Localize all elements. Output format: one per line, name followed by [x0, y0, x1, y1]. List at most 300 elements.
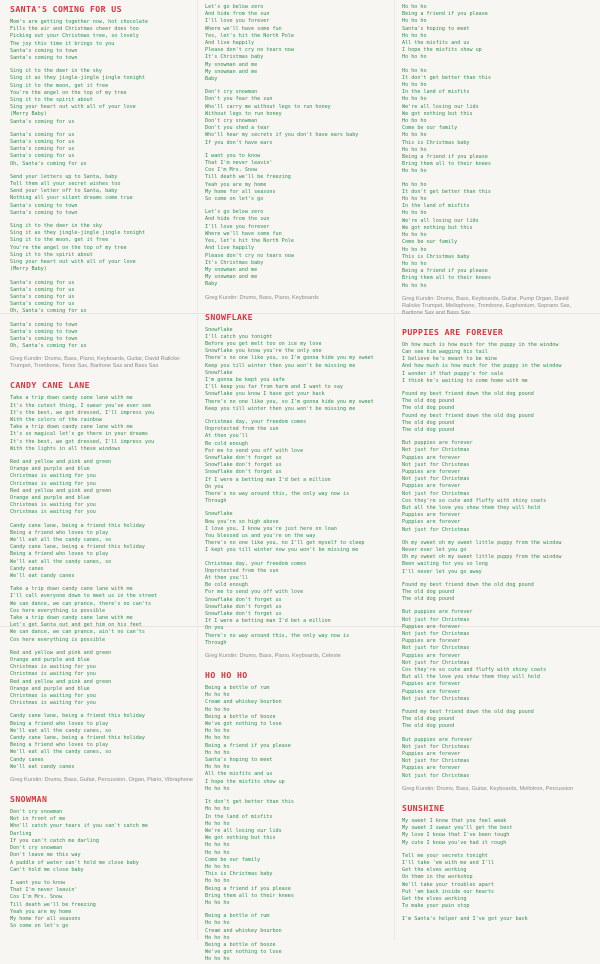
stanza [10, 523, 196, 581]
lyric-line: We'll take your troubles apart [402, 881, 495, 888]
stanza [402, 853, 588, 911]
lyric-line: Put 'em back inside our hearts [402, 888, 495, 895]
lyric-line: Cos here everything is possible [10, 636, 106, 643]
lyric-line: Being a friend who loves to play [10, 742, 109, 749]
lyric-line: Sing it as they jingle-jingle jingle tonight [10, 230, 145, 237]
lyric-line: But puppies are forever [402, 440, 473, 447]
song-credit: Greg Kurstin: Drums, Bass, Keyboards, Guitar, Pump Organ, David Ralicke Trumpet, Mellophone, Trombone, Euphonium, Soprano Sax, Baritone Sax and Bass Sax [402, 295, 572, 316]
lyric-line: Christmas is waiting for you [10, 671, 96, 678]
lyric-line: I love you, I know you're just here on loan [205, 525, 337, 532]
lyric-line: Ho ho ho [402, 168, 427, 175]
lyric-line: Bring them all to their knees [402, 161, 491, 168]
stanza [205, 89, 391, 147]
lyric-line: For me to send you off with love [205, 589, 304, 596]
lyric-line: Ho ho ho [205, 863, 230, 870]
lyric-line: But puppies are forever [402, 609, 473, 616]
lyric-line: Sing your heart out with all of your love [10, 259, 136, 266]
lyric-line: Christmas is waiting for you [10, 509, 96, 516]
lyric-line: Before you get melt too on ice my love [205, 340, 322, 347]
stanza [205, 327, 391, 413]
lyric-line: Ho ho ho [402, 18, 427, 25]
lyric-line: Puppies are forever [402, 751, 461, 758]
lyric-line: Puppies are forever [402, 454, 461, 461]
lyric-line: I'll love you forever [205, 18, 270, 25]
lyric-line: This is Christmas baby [205, 871, 273, 878]
lyric-line: The old dog pound [402, 716, 455, 723]
lyric-line: You blessed us and you're on the way [205, 533, 316, 539]
stanza [10, 132, 196, 168]
lyric-line: There's no way around this, the only way now is [205, 632, 350, 639]
lyric-line: Red and yellow and pink and green [10, 458, 112, 465]
lyric-line: Sing it to the moon, get it free [10, 82, 109, 89]
lyric-line: Found my best friend down the old dog pound [402, 581, 534, 588]
lyric-line: My cute I know you've had it rough [402, 839, 507, 846]
lyric-line: The old dog pound [402, 723, 455, 730]
lyric-line: Not just for Christmas [402, 772, 470, 779]
lyric-line: Santa's hoping to meet [402, 25, 470, 32]
lyric-line: At then you'll [205, 433, 248, 440]
lyric-line: Who'll hear my secrets if you don't have ears baby [205, 132, 359, 139]
lyric-line: Ho ho ho [205, 878, 230, 885]
lyric-line: The old dog pound [402, 419, 455, 426]
lyric-line: Please don't cry no tears now [205, 252, 294, 259]
lyric-line: Cos they're so cute and fluffy with shiny coats [402, 667, 547, 674]
lyric-line: Ho ho ho [205, 749, 230, 756]
lyric-line: Santa's coming for us [10, 118, 75, 125]
lyric-line: Ho ho ho [402, 82, 427, 89]
lyric-line: We're all losing our lids [205, 827, 282, 834]
lyric-line: Santa's coming to town [10, 335, 78, 342]
lyric-line: Being a friend if you please [205, 885, 291, 892]
lyric-line: Snowflake don't forget us [205, 454, 282, 461]
lyric-line: And live happily [205, 40, 255, 47]
lyric-line: Christmas is waiting for you [10, 502, 96, 509]
stanza [402, 68, 588, 176]
lyric-line: Be cold enough [205, 582, 248, 589]
lyric-line: There's no one like you, no I'll get myself to sleep [205, 540, 365, 547]
lyric-line: Puppies are forever [402, 519, 461, 526]
lyric-line: Ho ho ho [205, 920, 230, 927]
lyric-line: Candy cane lane, being a friend this holiday [10, 735, 145, 742]
lyric-line: Ho ho ho [402, 96, 427, 103]
lyric-line: Not just for Christmas [402, 461, 470, 468]
lyric-line: And hide from the sun [205, 216, 270, 223]
lyric-line: Nothing all your silent dreams come true [10, 195, 133, 202]
lyric-line: Snowflake [205, 326, 233, 333]
lyric-line: We got nothing but this [402, 110, 473, 117]
lyric-line: Sing it as they jingle-jingle jingle tonight [10, 75, 145, 82]
fold-line [197, 0, 198, 940]
lyric-line: Santa's coming for us [10, 286, 75, 293]
lyric-line: We can dance, we can prance, there's no can'ts [10, 600, 152, 607]
song-block [205, 670, 391, 964]
song-block [402, 327, 588, 793]
lyric-line: Ho ho ho [402, 210, 427, 217]
lyric-line: There's no way around this, the only way now is [205, 490, 350, 497]
lyric-line: I'll keep you far from harm and I want to say [205, 384, 344, 391]
lyric-line: Never ever let you go [402, 547, 467, 553]
lyrics-column-right [402, 4, 588, 938]
lyric-line: We're all losing our lids [402, 217, 479, 224]
lyric-line: Let's go below zero [205, 4, 264, 10]
lyric-line: Keep you till winter then you won't be missing me [205, 405, 356, 412]
lyric-line: Ho ho ho [402, 4, 427, 10]
lyric-line: I hope the misfits show up [205, 778, 285, 785]
lyric-line: I kept you till winter now you won't be missing me [205, 547, 359, 554]
lyric-line: Mom's are getting together now, hot chocolate [10, 19, 149, 25]
lyric-line: Not just for Christmas [402, 758, 470, 765]
lyric-line: We got nothing but this [205, 835, 276, 842]
lyric-line: Not in front of me [10, 816, 66, 823]
lyric-line: Oh, Santa's coming for us [10, 160, 87, 167]
lyric-line: If I were a betting man I'd bet a million [205, 618, 331, 625]
lyric-line: Who'll catch your tears if you can't catch me [10, 823, 149, 830]
lyric-line: Ho ho ho [402, 67, 427, 74]
lyric-line: I'll love you forever [205, 223, 270, 230]
lyric-line: Christmas is waiting for you [10, 473, 96, 480]
lyric-line: We'll eat all the candy canes, so [10, 727, 112, 734]
lyric-line: My snowman and me [205, 266, 258, 273]
lyric-line: Not just for Christmas [402, 631, 470, 638]
lyric-line: Please don't cry no tears now [205, 47, 294, 54]
lyric-line: You're the angel on the top of my tree [10, 89, 127, 96]
song-block [10, 380, 196, 784]
lyric-line: We've got nothing to lose [205, 949, 282, 956]
lyric-line: Puppies are forever [402, 623, 461, 630]
lyric-line: Ho ho ho [402, 54, 427, 61]
lyric-line: Ho ho ho [205, 842, 230, 849]
stanza [402, 391, 588, 434]
lyric-line: In the land of misfits [205, 813, 273, 820]
lyric-line: Sing it to the spirit about [10, 251, 93, 258]
lyric-line: Unprotected from the sun [205, 426, 279, 433]
lyric-line: I'll never let you go away [402, 568, 482, 575]
lyric-line: Through [205, 498, 227, 505]
song-title: CANDY CANE LANE [10, 380, 90, 391]
lyric-line: Christmas is waiting for you [10, 664, 96, 671]
lyric-line: We're all losing our lids [402, 103, 479, 110]
stanza [205, 209, 391, 288]
song-credit: Greg Kurstin: Drums, Bass, Guitar, Percussion, Organ, Piano, Vibraphone [10, 777, 194, 784]
lyric-line: My sweet I know that you feel weak [402, 817, 507, 824]
lyric-line: Puppies are forever [402, 765, 461, 772]
lyric-line: We got nothing but this [402, 224, 473, 231]
song-block [10, 4, 196, 370]
stanza [402, 182, 588, 290]
lyric-line: Yeah you are my home [205, 181, 267, 188]
lyric-line: Sing your heart out with all of your love [10, 104, 136, 111]
song-block [402, 803, 588, 924]
lyric-line: Found my best friend down the old dog pound [402, 412, 534, 419]
stanza [402, 4, 588, 62]
lyric-line: Being a friend if you please [402, 11, 488, 18]
lyric-line: Ho ho ho [205, 806, 230, 813]
lyric-line: In the land of misfits [402, 89, 470, 96]
lyric-line: Bring them all to their knees [205, 892, 294, 899]
lyric-line: Ho ho ho [205, 692, 230, 699]
stanza [402, 737, 588, 780]
lyric-line: The old dog pound [402, 596, 455, 603]
lyric-line: Snowflake [205, 369, 233, 376]
lyric-line: Ho ho ho [402, 118, 427, 125]
lyric-line: If you can't catch me darling [10, 837, 99, 844]
lyric-line: Yes, let's hit the North Pole [205, 238, 294, 245]
lyric-line: The old dog pound [402, 589, 455, 596]
lyric-line: This is Christmas baby [402, 253, 470, 260]
lyric-line: In the land of misfits [402, 203, 470, 210]
stanza [10, 650, 196, 708]
song-credit: Greg Kurstin: Drums, Bass, Piano, Keyboards, Guitar, David Ralicke: Trumpet, Trombone, Tenor Sax, Baritone Sax and Bass Sax [10, 356, 181, 370]
lyric-line: My home for all seasons [10, 915, 81, 922]
lyric-line: Christmas day, your freedom comes [205, 560, 307, 567]
lyric-line: There's no one like you, so I'm gonna hide you my sweet [205, 355, 374, 362]
lyric-line: Candy canes [10, 756, 44, 763]
lyric-line: We'll eat candy canes [10, 573, 75, 579]
lyric-line: Come be our family [205, 856, 261, 863]
lyric-line: Cream and whiskey bourbon [205, 699, 282, 706]
stanza [205, 419, 391, 505]
lyric-line: Cos here everything is possible [10, 607, 106, 614]
lyric-line: Being a friend who loves to play [10, 551, 109, 558]
lyric-line: I think he's waiting to come home with me [402, 377, 528, 384]
lyric-line: Puppies are forever [402, 688, 461, 695]
song-block [10, 794, 196, 930]
lyric-line: Being a bottle of booze [205, 713, 276, 720]
lyric-line: Ho ho ho [402, 32, 427, 39]
lyric-line: Take a trip down candy cane lane with me [10, 615, 133, 622]
lyric-line: Send your letter off to Santa, baby [10, 188, 118, 195]
lyric-line: Being a friend who loves to play [10, 529, 109, 536]
lyric-line: Santa's coming for us [10, 293, 75, 300]
lyric-line: To make your pain stop [402, 903, 470, 910]
lyric-line: I believe he's meant to be mine [402, 356, 498, 363]
lyric-line: So come on let's go [10, 923, 69, 930]
lyric-line: We'll eat all the candy canes, so [10, 558, 112, 565]
lyric-line: Sing it to the spirit about [10, 97, 93, 104]
song-title: SANTA'S COMING FOR US [10, 4, 122, 14]
lyric-line: Been waiting for you so long [402, 561, 488, 568]
lyric-line: On them in the workshop [402, 874, 473, 881]
lyric-line: Santa's coming for us [10, 131, 75, 138]
song-credit: Greg Kurstin: Drums, Bass, Guitar, Keyboards, Mellotron, Percussion [402, 785, 574, 792]
lyric-line: Not just for Christmas [402, 526, 470, 533]
lyric-line: Take a trip down candy cane lane with me [10, 395, 133, 402]
stanza [402, 582, 588, 604]
lyric-line: Being a bottle of rum [205, 913, 270, 920]
lyric-line: Don't you shed a tear [205, 125, 270, 132]
lyric-line: With the colors of the rainbow [10, 416, 103, 423]
stanza [402, 440, 588, 534]
lyric-line: My love I know that I've been tough [402, 832, 510, 839]
lyric-line: Puppies are forever [402, 681, 461, 688]
lyric-line: Cos they're so cute and fluffy with shiny coats [402, 497, 547, 504]
stanza [10, 68, 196, 126]
lyric-line: Sing it to the deer in the sky [10, 223, 103, 230]
lyric-line: Who'll carry me without legs to run honey [205, 103, 331, 110]
lyric-line: Christmas is waiting for you [10, 700, 96, 707]
lyric-line: Baby [205, 76, 218, 83]
lyric-line: Orange and purple and blue [10, 685, 90, 692]
lyric-line: Puppies are forever [402, 512, 461, 519]
lyric-line: Not just for Christmas [402, 645, 470, 652]
lyric-line: Be cold enough [205, 440, 248, 447]
lyric-line: Not just for Christmas [402, 743, 470, 750]
lyric-line: Ho ho ho [205, 735, 230, 742]
lyric-line: Candy cane lane, being a friend this holiday [10, 713, 145, 720]
song-title: SNOWFLAKE [205, 311, 253, 322]
stanza [402, 540, 588, 576]
lyric-line: Snowflake don't forget us [205, 603, 282, 610]
lyric-line: Oh how much is how much for the puppy in the window [402, 341, 559, 348]
lyric-line: And how much is how much for the puppy in the window [402, 363, 562, 370]
stanza [205, 511, 391, 554]
lyric-line: Snowflake don't forget us [205, 596, 282, 603]
lyric-line: Fills the air and Christmas cheer does too [10, 26, 139, 33]
lyric-line: Take a trip down candy cane lane with me [10, 586, 133, 593]
lyric-line: Being a friend if you please [402, 154, 488, 161]
lyric-line: Not just for Christmas [402, 616, 470, 623]
lyric-line: Get the elves working [402, 895, 467, 902]
lyric-line: Santa's coming to town [10, 209, 78, 216]
lyric-line: For me to send you off with love [205, 447, 304, 454]
lyrics-column-middle [205, 4, 391, 963]
fold-line [394, 0, 395, 940]
lyric-line: Orange and purple and blue [10, 494, 90, 501]
lyric-line: Being a bottle of booze [205, 941, 276, 948]
lyric-line: Unprotected from the sun [205, 567, 279, 574]
lyric-line: I hope the misfits show up [402, 47, 482, 54]
lyric-line: My snowman and me [205, 274, 258, 281]
lyric-line: Ho ho ho [205, 785, 230, 792]
lyric-line: Santa's coming to town [10, 47, 78, 54]
lyric-line: With the lights in all these windows [10, 445, 121, 452]
lyric-line: That I'm never leavin' [205, 160, 273, 167]
lyric-line: Can't hold me close baby [10, 866, 84, 873]
lyric-line: It's Christmas baby [205, 259, 264, 266]
lyric-line: Cos I'm Mrs. Snow [205, 167, 258, 174]
lyric-line: Don't cry snowman [205, 118, 258, 125]
lyric-line: Santa's coming for us [10, 139, 75, 146]
lyric-line: All the misfits and us [205, 771, 273, 778]
lyric-line: Santa's coming to town [10, 328, 78, 335]
lyric-line: Don't cry snowman [10, 809, 63, 816]
lyrics-column-left [10, 4, 196, 938]
lyric-line: It don't get better than this [402, 74, 491, 81]
lyric-line: Don't leave me this way [10, 852, 81, 859]
lyric-line: Snowflake you know I have got your back [205, 391, 325, 398]
lyric-line: Ho ho ho [402, 232, 427, 239]
stanza [402, 342, 588, 385]
stanza [205, 153, 391, 203]
lyric-line: On you [205, 625, 224, 632]
stanza [10, 880, 196, 930]
lyric-line: Keep you till winter then you won't be missing me [205, 362, 356, 369]
stanza [402, 916, 588, 923]
lyric-line: If I were a betting man I'd bet a million [205, 476, 331, 483]
lyric-line: And live happily [205, 245, 255, 252]
lyric-line: Santa's coming for us [10, 146, 75, 153]
lyric-line: Snowflake don't forget us [205, 469, 282, 476]
lyric-line: Ho ho ho [402, 132, 427, 139]
lyric-line: I'll call everyone down to meet us in the street [10, 593, 158, 600]
lyric-line: Ho ho ho [402, 146, 427, 153]
lyric-line: It's so magical let's go there in your dreams [10, 431, 149, 438]
lyric-line: Let's get Santa out and get him on his feet [10, 622, 142, 629]
lyric-line: And hide from the sun [205, 11, 270, 18]
lyric-line: You're the angel on the top of my tree [10, 244, 127, 251]
lyric-line: Take a trip down candy cane lane with me [10, 424, 133, 431]
lyric-line: Ho ho ho [402, 196, 427, 203]
lyric-line: A puddle of water can't hold me close baby [10, 859, 139, 866]
lyric-line: Tell me your secrets tonight [402, 852, 488, 859]
lyric-line: We'll eat candy canes [10, 763, 75, 770]
lyric-line: Being a friend if you please [205, 742, 291, 749]
lyric-line: Ho ho ho [205, 934, 230, 941]
lyric-line: Puppies are forever [402, 652, 461, 659]
lyric-line: Bring them all to their knees [402, 275, 491, 282]
lyric-line: But all the love you show them they will hold [402, 674, 541, 681]
lyric-line: Ho ho ho [205, 728, 230, 735]
stanza [402, 609, 588, 703]
lyric-line: Red and yellow and pink and green [10, 649, 112, 656]
lyric-line: I wonder if that puppy's for sale [402, 370, 504, 377]
song-block [205, 312, 391, 661]
lyric-line: Orange and purple and blue [10, 657, 90, 664]
song-title: SUNSHINE [402, 802, 445, 813]
stanza [205, 913, 391, 963]
lyric-line: Christmas day, your freedom comes [205, 418, 307, 425]
lyric-line: There's no one like you, so I'm gonna hide you my sweet [205, 398, 374, 405]
lyric-line: The old dog pound [402, 426, 455, 433]
lyric-line: Ho ho ho [402, 260, 427, 267]
lyric-line: It's the cutest thing, I swear you've ever see [10, 402, 152, 409]
stanza [402, 709, 588, 731]
stanza [10, 395, 196, 453]
lyric-line: Not just for Christmas [402, 447, 470, 454]
lyric-line: Candy cane lane, being a friend this holiday [10, 522, 145, 529]
lyric-line: On you [205, 483, 224, 490]
lyric-line: Orange and purple and blue [10, 466, 90, 473]
lyric-line: It's Christmas baby [205, 54, 264, 61]
lyric-line: Now you're so high above [205, 518, 279, 525]
lyric-line: Baby [205, 281, 218, 288]
lyric-line: Till death we'll be freezing [205, 174, 291, 181]
lyric-line: Oh, Santa's coming for us [10, 308, 87, 315]
lyric-line: Puppies are forever [402, 638, 461, 645]
lyric-line: Oh, Santa's coming for us [10, 343, 87, 350]
lyric-line: Where we'll have some fun [205, 25, 282, 32]
lyric-line: So come on let's go [205, 196, 264, 203]
lyric-line: Ho ho ho [205, 956, 230, 963]
lyric-line: Yes, let's hit the North Pole [205, 32, 294, 39]
lyric-line: We'll eat all the candy canes, so [10, 749, 112, 756]
lyric-line: Ho ho ho [402, 282, 427, 289]
lyric-line: Found my best friend down the old dog pound [402, 709, 534, 716]
lyric-line: Not just for Christmas [402, 476, 470, 483]
lyric-line: Red and yellow and pink and green [10, 678, 112, 685]
lyric-line: My snowman and me [205, 68, 258, 75]
stanza [205, 4, 391, 83]
lyric-line: At then you'll [205, 575, 248, 582]
lyric-line: Can see him wagging his tail [402, 348, 488, 355]
lyric-line: Red and yellow and pink and green [10, 487, 112, 494]
stanza [205, 799, 391, 907]
song-credit: Greg Kurstin: Drums, Bass, Piano, Keyboards, Celeste [205, 653, 341, 660]
lyric-line: Don't cry snowman [10, 845, 63, 852]
lyric-line: That I'm never leavin' [10, 887, 78, 894]
lyric-line: Ho ho ho [205, 764, 230, 771]
lyric-line: Found my best friend down the old dog pound [402, 390, 534, 397]
